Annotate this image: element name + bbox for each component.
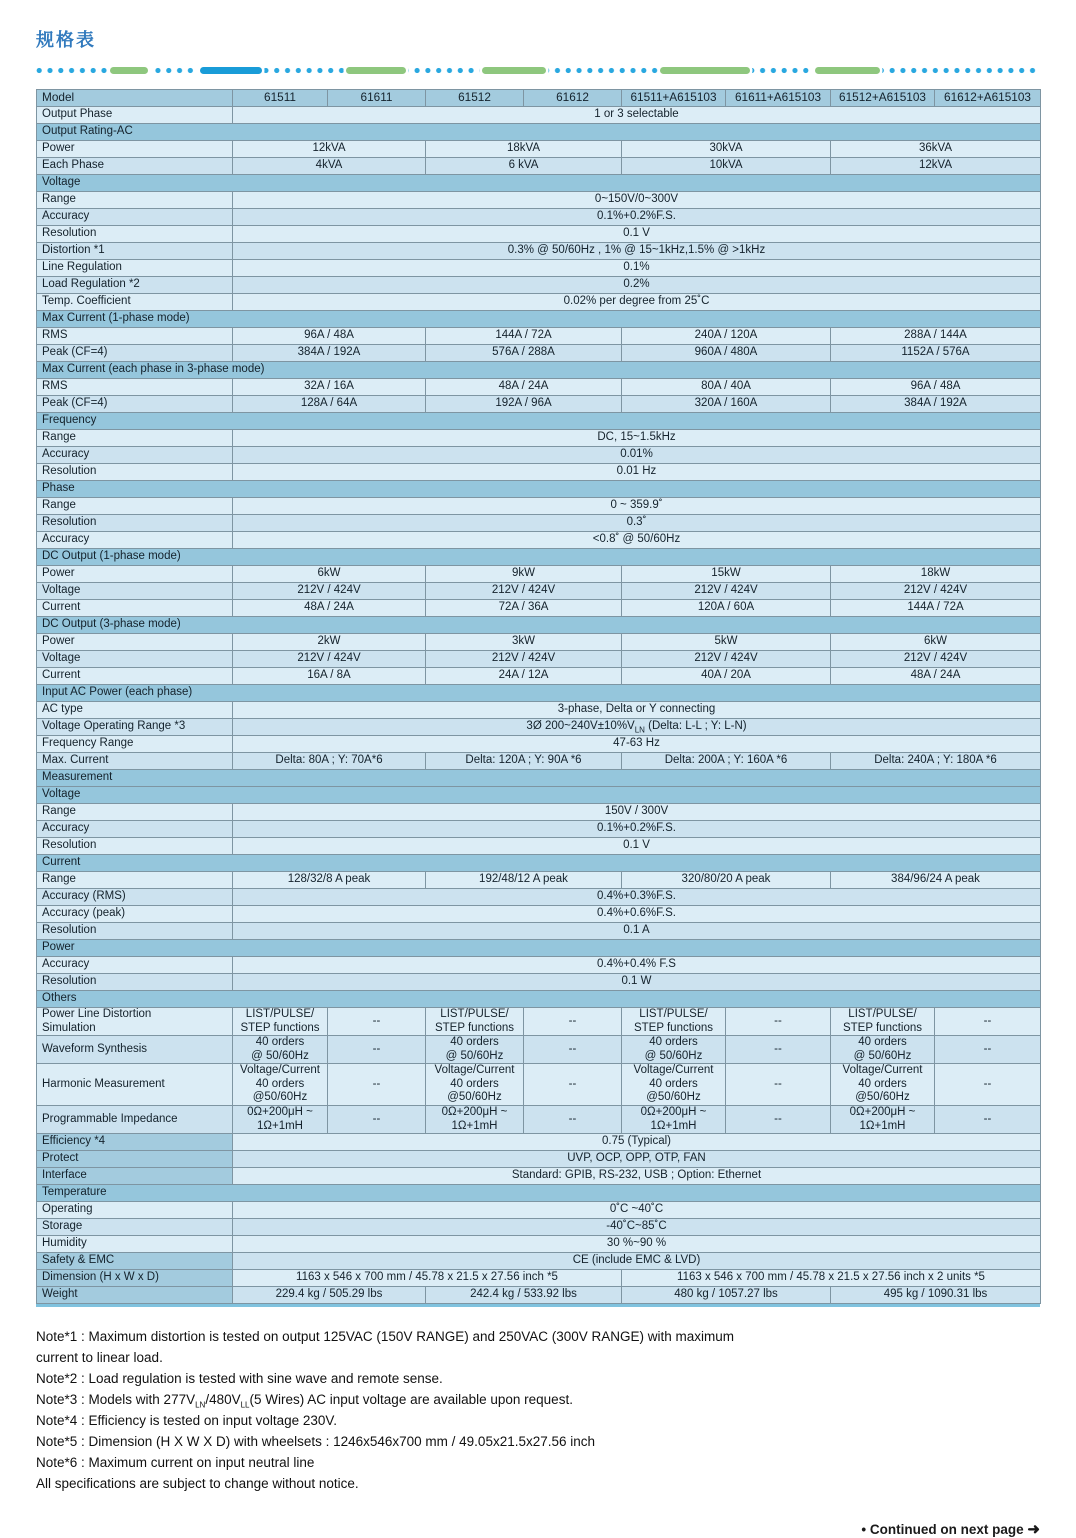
row-label: Current	[37, 600, 233, 617]
row-label: Voltage	[37, 651, 233, 668]
continued-label: Continued on next page	[869, 1522, 1024, 1538]
spec-row	[37, 464, 1041, 481]
row-label: Accuracy	[37, 209, 233, 226]
spec-row	[37, 1253, 1041, 1270]
spec-row	[37, 719, 1041, 736]
spec-row	[37, 906, 1041, 923]
spec-row	[37, 1287, 1041, 1304]
spec-row	[37, 379, 1041, 396]
spec-table-frame	[36, 89, 1040, 1307]
spec-cell: 40 orders @ 50/60Hz	[233, 1036, 328, 1064]
spec-cell: 0.2%	[233, 277, 1041, 294]
spec-cell: 36kVA	[831, 141, 1041, 158]
row-label: RMS	[37, 379, 233, 396]
spec-row	[37, 192, 1041, 209]
section-label: Output Rating-AC	[37, 124, 1041, 141]
row-label: AC type	[37, 702, 233, 719]
section-row	[37, 685, 1041, 702]
spec-cell: 0.1%+0.2%F.S.	[233, 209, 1041, 226]
spec-cell: 5kW	[622, 634, 831, 651]
section-row	[37, 770, 1041, 787]
section-label: Voltage	[37, 787, 1041, 804]
section-row	[37, 362, 1041, 379]
row-label: Voltage	[37, 583, 233, 600]
spec-row	[37, 209, 1041, 226]
spec-cell: 384A / 192A	[233, 345, 426, 362]
notes	[36, 1327, 1040, 1494]
spec-row	[37, 294, 1041, 311]
spec-cell: 192A / 96A	[426, 396, 622, 413]
spec-cell: --	[726, 1036, 831, 1064]
spec-row	[37, 838, 1041, 855]
spec-row	[37, 260, 1041, 277]
section-label: Max Current (1-phase mode)	[37, 311, 1041, 328]
section-label: Input AC Power (each phase)	[37, 685, 1041, 702]
spec-row	[37, 328, 1041, 345]
spec-cell: --	[524, 1064, 622, 1106]
spec-cell: --	[935, 1105, 1041, 1133]
spec-cell: 3-phase, Delta or Y connecting	[233, 702, 1041, 719]
spec-cell: 3Ø $200\sim 240V\pm 10\%V_{LN}$ (Delta: L-L ; Y: L-N)	[233, 719, 1041, 736]
spec-cell: 242.4 kg / 533.92 lbs	[426, 1287, 622, 1304]
spec-cell: 212V / 424V	[426, 583, 622, 600]
spec-cell: LIST/PULSE/ STEP functions	[426, 1008, 524, 1036]
section-label: Temperature	[37, 1185, 1041, 1202]
section-label: Others	[37, 991, 1041, 1008]
row-label: Power	[37, 634, 233, 651]
spec-cell: --	[524, 1036, 622, 1064]
spec-cell: 192/48/12 A peak	[426, 872, 622, 889]
spec-cell: 120A / 60A	[622, 600, 831, 617]
spec-row	[37, 1202, 1041, 1219]
arrow-right-icon: ➜	[1027, 1521, 1040, 1538]
section-label: Frequency	[37, 413, 1041, 430]
row-label: Voltage Operating Range *3	[37, 719, 233, 736]
spec-row	[37, 1236, 1041, 1253]
spec-cell: 48A / 24A	[426, 379, 622, 396]
spec-cell: 61512	[426, 90, 524, 107]
divider-dash	[200, 67, 262, 74]
row-label: Power Line Distortion Simulation	[37, 1008, 233, 1036]
spec-cell: 6kW	[831, 634, 1041, 651]
section-label: Phase	[37, 481, 1041, 498]
spec-cell: 3kW	[426, 634, 622, 651]
spec-cell: 12kVA	[233, 141, 426, 158]
row-label: Peak (CF=4)	[37, 396, 233, 413]
spec-cell: --	[524, 1008, 622, 1036]
spec-table-body	[37, 90, 1041, 1304]
section-row	[37, 549, 1041, 566]
spec-cell: <0.8˚ @ 50/60Hz	[233, 532, 1041, 549]
spec-cell: 0.4%+0.3%F.S.	[233, 889, 1041, 906]
row-label: Frequency Range	[37, 736, 233, 753]
spec-cell: 24A / 12A	[426, 668, 622, 685]
spec-row	[37, 974, 1041, 991]
section-row	[37, 413, 1041, 430]
spec-cell: 0.1%	[233, 260, 1041, 277]
spec-cell: 128/32/8 A peak	[233, 872, 426, 889]
spec-row	[37, 1219, 1041, 1236]
spec-cell: 0Ω+200μH ~ 1Ω+1mH	[426, 1105, 524, 1133]
spec-cell: 0Ω+200μH ~ 1Ω+1mH	[233, 1105, 328, 1133]
row-label: Resolution	[37, 923, 233, 940]
spec-cell: 1163 x 546 x 700 mm / 45.78 x 21.5 x 27.56 inch x 2 units *5	[622, 1270, 1041, 1287]
spec-cell: 40 orders @ 50/60Hz	[426, 1036, 524, 1064]
spec-row	[37, 702, 1041, 719]
spec-cell: 61612	[524, 90, 622, 107]
spec-cell: UVP, OCP, OPP, OTP, FAN	[233, 1151, 1041, 1168]
spec-cell: 212V / 424V	[233, 583, 426, 600]
spec-cell: 47-63 Hz	[233, 736, 1041, 753]
spec-cell: 320/80/20 A peak	[622, 872, 831, 889]
spec-cell: --	[328, 1105, 426, 1133]
spec-cell: 12kVA	[831, 158, 1041, 175]
spec-cell: 212V / 424V	[622, 651, 831, 668]
row-label: Model	[37, 90, 233, 107]
spec-cell: CE (include EMC & LVD)	[233, 1253, 1041, 1270]
spec-cell: --	[726, 1064, 831, 1106]
spec-row	[37, 923, 1041, 940]
spec-row	[37, 226, 1041, 243]
spec-cell: 0.02% per degree from 25˚C	[233, 294, 1041, 311]
spec-cell: 48A / 24A	[233, 600, 426, 617]
section-row	[37, 1185, 1041, 1202]
row-label: Accuracy	[37, 447, 233, 464]
divider-dash	[110, 67, 148, 74]
divider-dash	[482, 67, 546, 74]
row-label: Temp. Coefficient	[37, 294, 233, 311]
spec-cell: 16A / 8A	[233, 668, 426, 685]
section-row	[37, 940, 1041, 957]
spec-cell: 495 kg / 1090.31 lbs	[831, 1287, 1041, 1304]
spec-cell: 0.01 Hz	[233, 464, 1041, 481]
spec-row	[37, 430, 1041, 447]
section-row	[37, 991, 1041, 1008]
spec-cell: 48A / 24A	[831, 668, 1041, 685]
section-label: Voltage	[37, 175, 1041, 192]
spec-cell: --	[328, 1036, 426, 1064]
spec-cell: 0.3% @ 50/60Hz , 1% @ 15~1kHz,1.5% @ >1kHz	[233, 243, 1041, 260]
spec-cell: 960A / 480A	[622, 345, 831, 362]
note-line: Note*5 : Dimension (H X W X D) with wheelsets : 1246x546x700 mm / 49.05x21.5x27.56 inch	[36, 1433, 596, 1449]
section-row	[37, 855, 1041, 872]
spec-cell: Delta: 200A ; Y: 160A *6	[622, 753, 831, 770]
note-line: All specifications are subject to change without notice.	[36, 1475, 359, 1491]
note-line: Note*6 : Maximum current on input neutral line	[36, 1454, 315, 1470]
row-label: Interface	[37, 1168, 233, 1185]
spec-cell: 40 orders @ 50/60Hz	[831, 1036, 935, 1064]
section-row	[37, 124, 1041, 141]
row-label: Range	[37, 498, 233, 515]
spec-cell: --	[935, 1008, 1041, 1036]
row-label: Humidity	[37, 1236, 233, 1253]
spec-row	[37, 736, 1041, 753]
spec-cell: 96A / 48A	[831, 379, 1041, 396]
spec-row	[37, 532, 1041, 549]
spec-table	[36, 89, 1041, 1304]
row-label: Waveform Synthesis	[37, 1036, 233, 1064]
note-line: Note*4 : Efficiency is tested on input voltage 230V.	[36, 1412, 337, 1428]
spec-cell: 0.01%	[233, 447, 1041, 464]
spec-cell: 150V / 300V	[233, 804, 1041, 821]
spec-cell: 61511	[233, 90, 328, 107]
spec-cell: 1 or 3 selectable	[233, 107, 1041, 124]
note-line: Note*3 : Models with $277V_{LN}/480V_{LL}(5$ Wires) AC input voltage are available upon request.	[36, 1391, 573, 1410]
spec-cell: 80A / 40A	[622, 379, 831, 396]
spec-cell: 0.4%+0.6%F.S.	[233, 906, 1041, 923]
spec-row	[37, 1168, 1041, 1185]
spec-cell: 212V / 424V	[831, 651, 1041, 668]
row-label: Load Regulation *2	[37, 277, 233, 294]
spec-cell: 96A / 48A	[233, 328, 426, 345]
spec-row	[37, 957, 1041, 974]
spec-row	[37, 889, 1041, 906]
spec-cell: 0.1 W	[233, 974, 1041, 991]
row-label: Resolution	[37, 838, 233, 855]
spec-row	[37, 651, 1041, 668]
spec-row	[37, 1151, 1041, 1168]
section-label: DC Output (1-phase mode)	[37, 549, 1041, 566]
spec-row	[37, 141, 1041, 158]
row-label: Operating	[37, 1202, 233, 1219]
row-label: RMS	[37, 328, 233, 345]
spec-cell: Standard: GPIB, RS-232, USB ; Option: Ethernet	[233, 1168, 1041, 1185]
spec-cell: LIST/PULSE/ STEP functions	[831, 1008, 935, 1036]
row-label: Storage	[37, 1219, 233, 1236]
spec-cell: 0Ω+200μH ~ 1Ω+1mH	[831, 1105, 935, 1133]
spec-cell: 18kVA	[426, 141, 622, 158]
row-label: Output Phase	[37, 107, 233, 124]
spec-row	[37, 634, 1041, 651]
row-label: Harmonic Measurement	[37, 1064, 233, 1106]
row-label: Efficiency *4	[37, 1134, 233, 1151]
spec-cell: --	[328, 1008, 426, 1036]
row-label: Resolution	[37, 464, 233, 481]
spec-cell: 0Ω+200μH ~ 1Ω+1mH	[622, 1105, 726, 1133]
spec-cell: 212V / 424V	[831, 583, 1041, 600]
spec-cell: 240A / 120A	[622, 328, 831, 345]
spec-cell: 10kVA	[622, 158, 831, 175]
spec-cell: 384/96/24 A peak	[831, 872, 1041, 889]
bullet-icon: •	[861, 1522, 867, 1538]
spec-row	[37, 804, 1041, 821]
spec-cell: --	[524, 1105, 622, 1133]
spec-cell: 212V / 424V	[622, 583, 831, 600]
row-label: Range	[37, 192, 233, 209]
spec-row	[37, 498, 1041, 515]
spec-cell: 0.4%+0.4% F.S	[233, 957, 1041, 974]
spec-cell: 288A / 144A	[831, 328, 1041, 345]
spec-row	[37, 396, 1041, 413]
row-label: Range	[37, 872, 233, 889]
spec-cell: Delta: 120A ; Y: 90A *6	[426, 753, 622, 770]
spec-cell: 0.1 A	[233, 923, 1041, 940]
model-header-row	[37, 90, 1041, 107]
section-row	[37, 175, 1041, 192]
spec-cell: 61611	[328, 90, 426, 107]
spec-cell: 32A / 16A	[233, 379, 426, 396]
spec-cell: Voltage/Current 40 orders @50/60Hz	[233, 1064, 328, 1106]
note-line: Note*1 : Maximum distortion is tested on output 125VAC (150V RANGE) and 250VAC (300V RANGE) with maximum current to linear load.	[36, 1329, 735, 1365]
spec-cell: 1163 x 546 x 700 mm / 45.78 x 21.5 x 27.56 inch *5	[233, 1270, 622, 1287]
spec-row	[37, 1134, 1041, 1151]
row-label: Dimension (H x W x D)	[37, 1270, 233, 1287]
section-row	[37, 481, 1041, 498]
spec-row	[37, 277, 1041, 294]
section-label: Current	[37, 855, 1041, 872]
spec-cell: 15kW	[622, 566, 831, 583]
spec-cell: 212V / 424V	[233, 651, 426, 668]
row-label: Resolution	[37, 226, 233, 243]
spec-cell: 18kW	[831, 566, 1041, 583]
row-label: Protect	[37, 1151, 233, 1168]
spec-cell: 212V / 424V	[426, 651, 622, 668]
spec-row	[37, 515, 1041, 532]
spec-cell: LIST/PULSE/ STEP functions	[622, 1008, 726, 1036]
row-label: Accuracy	[37, 821, 233, 838]
spec-cell: 4kVA	[233, 158, 426, 175]
spec-cell: --	[935, 1036, 1041, 1064]
spec-cell: 30kVA	[622, 141, 831, 158]
section-label: DC Output (3-phase mode)	[37, 617, 1041, 634]
row-label: Accuracy	[37, 957, 233, 974]
divider-dash	[346, 67, 406, 74]
row-label: Accuracy	[37, 532, 233, 549]
spec-cell: 0.3˚	[233, 515, 1041, 532]
row-label: Max. Current	[37, 753, 233, 770]
spec-cell: --	[726, 1008, 831, 1036]
section-row	[37, 311, 1041, 328]
row-label: Accuracy (peak)	[37, 906, 233, 923]
spec-row	[37, 600, 1041, 617]
row-label: Peak (CF=4)	[37, 345, 233, 362]
spec-cell: Voltage/Current 40 orders @50/60Hz	[831, 1064, 935, 1106]
spec-cell: 0.1 V	[233, 226, 1041, 243]
row-label: Resolution	[37, 515, 233, 532]
spec-cell: 40A / 20A	[622, 668, 831, 685]
spec-cell: Delta: 240A ; Y: 180A *6	[831, 753, 1041, 770]
spec-cell: 384A / 192A	[831, 396, 1041, 413]
spec-cell: 576A / 288A	[426, 345, 622, 362]
section-row	[37, 787, 1041, 804]
row-label: Each Phase	[37, 158, 233, 175]
spec-cell: 40 orders @ 50/60Hz	[622, 1036, 726, 1064]
row-label: Weight	[37, 1287, 233, 1304]
spec-row	[37, 1036, 1041, 1064]
spec-cell: 229.4 kg / 505.29 lbs	[233, 1287, 426, 1304]
row-label: Resolution	[37, 974, 233, 991]
spec-row	[37, 1270, 1041, 1287]
decorative-divider	[36, 67, 1040, 74]
spec-row	[37, 1008, 1041, 1036]
section-label: Measurement	[37, 770, 1041, 787]
spec-row	[37, 566, 1041, 583]
spec-row	[37, 668, 1041, 685]
spec-cell: 0 ~ 359.9˚	[233, 498, 1041, 515]
row-label: Current	[37, 668, 233, 685]
spec-cell: 0.1%+0.2%F.S.	[233, 821, 1041, 838]
spec-cell: 72A / 36A	[426, 600, 622, 617]
row-label: Distortion *1	[37, 243, 233, 260]
spec-row	[37, 447, 1041, 464]
spec-cell: 0.75 (Typical)	[233, 1134, 1041, 1151]
divider-dash	[815, 67, 880, 74]
spec-row	[37, 158, 1041, 175]
spec-cell: 9kW	[426, 566, 622, 583]
spec-cell: 6 kVA	[426, 158, 622, 175]
spec-cell: 61611+A615103	[726, 90, 831, 107]
spec-cell: Delta: 80A ; Y: 70A*6	[233, 753, 426, 770]
row-label: Safety & EMC	[37, 1253, 233, 1270]
row-label: Range	[37, 804, 233, 821]
spec-cell: LIST/PULSE/ STEP functions	[233, 1008, 328, 1036]
spec-cell: --	[328, 1064, 426, 1106]
spec-cell: 0~150V/0~300V	[233, 192, 1041, 209]
spec-cell: 61612+A615103	[935, 90, 1041, 107]
spec-row	[37, 872, 1041, 889]
spec-cell: --	[726, 1105, 831, 1133]
spec-row	[37, 1064, 1041, 1106]
spec-row	[37, 753, 1041, 770]
spec-cell: 480 kg / 1057.27 lbs	[622, 1287, 831, 1304]
spec-row	[37, 345, 1041, 362]
section-row	[37, 617, 1041, 634]
row-label: Programmable Impedance	[37, 1105, 233, 1133]
spec-cell: Voltage/Current 40 orders @50/60Hz	[622, 1064, 726, 1106]
spec-row	[37, 243, 1041, 260]
spec-row	[37, 1105, 1041, 1133]
spec-cell: 1152A / 576A	[831, 345, 1041, 362]
spec-cell: 61511+A615103	[622, 90, 726, 107]
spec-cell: 0˚C ~40˚C	[233, 1202, 1041, 1219]
spec-cell: 320A / 160A	[622, 396, 831, 413]
spec-cell: Voltage/Current 40 orders @50/60Hz	[426, 1064, 524, 1106]
spec-cell: -40˚C~85˚C	[233, 1219, 1041, 1236]
spec-row	[37, 107, 1041, 124]
spec-cell: 144A / 72A	[426, 328, 622, 345]
spec-cell: 30 %~90 %	[233, 1236, 1041, 1253]
row-label: Power	[37, 566, 233, 583]
row-label: Power	[37, 141, 233, 158]
spec-cell: 128A / 64A	[233, 396, 426, 413]
spec-cell: 6kW	[233, 566, 426, 583]
spec-cell: 2kW	[233, 634, 426, 651]
continued-line	[36, 1520, 1040, 1538]
spec-cell: --	[935, 1064, 1041, 1106]
spec-cell: DC, 15~1.5kHz	[233, 430, 1041, 447]
spec-cell: 144A / 72A	[831, 600, 1041, 617]
divider-dash	[660, 67, 750, 74]
spec-row	[37, 821, 1041, 838]
row-label: Line Regulation	[37, 260, 233, 277]
section-label: Power	[37, 940, 1041, 957]
spec-row	[37, 583, 1041, 600]
row-label: Accuracy (RMS)	[37, 889, 233, 906]
page-title: 规格表	[36, 30, 96, 50]
spec-cell: 0.1 V	[233, 838, 1041, 855]
section-label: Max Current (each phase in 3-phase mode)	[37, 362, 1041, 379]
note-line: Note*2 : Load regulation is tested with sine wave and remote sense.	[36, 1370, 443, 1386]
row-label: Range	[37, 430, 233, 447]
spec-cell: 61512+A615103	[831, 90, 935, 107]
